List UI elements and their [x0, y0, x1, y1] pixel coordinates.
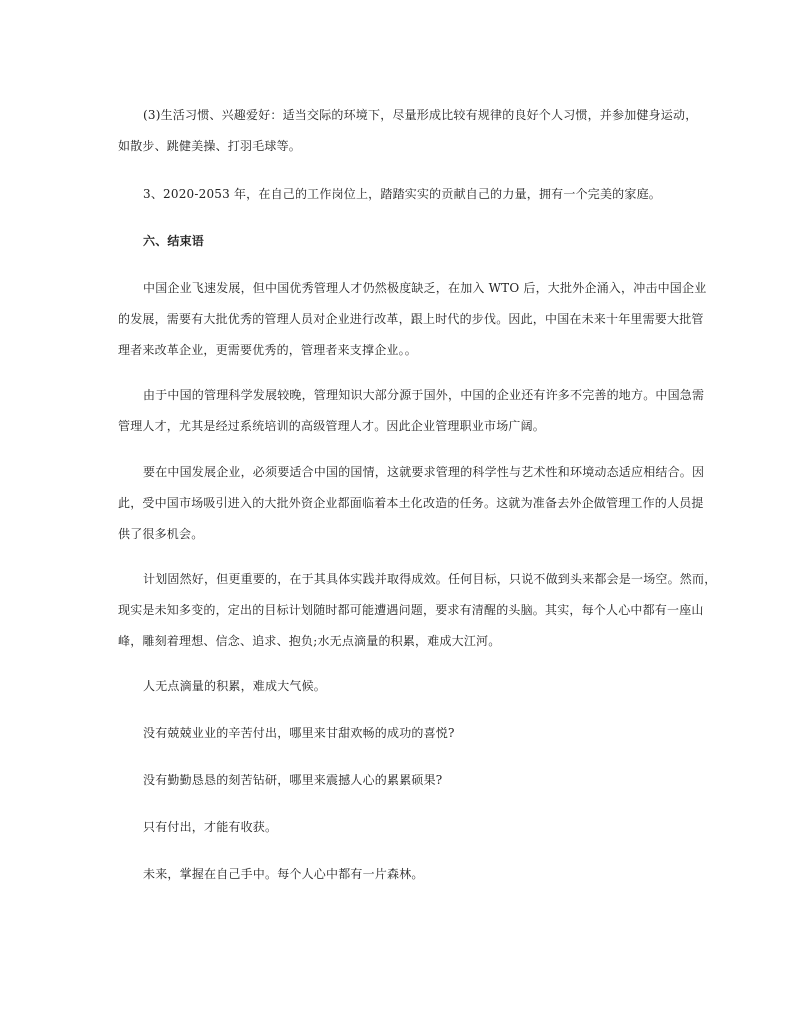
- text-line: 没有勤勤恳恳的刻苦钻研，哪里来震撼人心的累累硕果?: [143, 773, 443, 787]
- quote-line-5: [118, 859, 696, 890]
- conclusion-paragraph-4: [118, 564, 717, 657]
- text-line: 只有付出，才能有收获。: [143, 820, 278, 834]
- heading-text: 六、结束语: [143, 234, 205, 248]
- habits-paragraph: [118, 100, 696, 162]
- text-line: 计划固然好，但更重要的，在于其具体实践并取得成效。任何目标，只说不做到头来都会是一场空。然而，: [143, 572, 717, 586]
- text-line: 未来，掌握在自己手中。每个人心中都有一片森林。: [143, 867, 424, 881]
- text-line: 3、2020-2053 年，在自己的工作岗位上，踏踏实实的贡献自己的力量，拥有一个完美的家庭。: [143, 187, 661, 201]
- text-line: 现实是未知多变的，定出的目标计划随时都可能遭遇问题，要求有清醒的头脑。其实，每个人心中都有一座山: [118, 603, 704, 617]
- text-line: 供了很多机会。: [118, 527, 204, 541]
- text-line: 的发展，需要有大批优秀的管理人员对企业进行改革，跟上时代的步伐。因此，中国在未来十年里需要大批管: [118, 312, 704, 326]
- quote-line-3: [118, 765, 696, 796]
- quote-line-1: [118, 671, 696, 702]
- text-line: 由于中国的管理科学发展较晚，管理知识大部分源于国外，中国的企业还有许多不完善的地方。中国急需: [143, 388, 705, 402]
- text-line: 人无点滴量的积累，难成大气候。: [143, 679, 327, 693]
- conclusion-paragraph-2: [118, 380, 705, 442]
- text-line: 如散步、跳健美操、打羽毛球等。: [118, 139, 302, 153]
- quote-line-4: [118, 812, 696, 843]
- conclusion-paragraph-1: [118, 273, 707, 366]
- goal-3-paragraph: [118, 179, 696, 210]
- section-heading: [118, 226, 696, 257]
- conclusion-paragraph-3: [118, 457, 705, 550]
- text-line: 理者来改革企业，更需要优秀的，管理者来支撑企业。。: [118, 343, 418, 357]
- text-line: 没有兢兢业业的辛苦付出，哪里来甘甜欢畅的成功的喜悦?: [143, 726, 455, 740]
- text-line: 中国企业飞速发展，但中国优秀管理人才仍然极度缺乏，在加入 WTO 后，大批外企涌入，冲击中国企业: [143, 281, 707, 295]
- text-line: 此，受中国市场吸引进入的大批外资企业都面临着本土化改造的任务。这就为准备去外企做管理工作的人员提: [118, 496, 704, 510]
- text-line: (3)生活习惯、兴趣爱好：适当交际的环境下，尽量形成比较有规律的良好个人习惯，并参加健身运动，: [143, 108, 698, 122]
- text-line: 要在中国发展企业，必须要适合中国的国情，这就要求管理的科学性与艺术性和环境动态适应相结合。因: [143, 465, 705, 479]
- text-line: 管理人才，尤其是经过系统培训的高级管理人才。因此企业管理职业市场广阔。: [118, 419, 546, 433]
- text-line: 峰，雕刻着理想、信念、追求、抱负;水无点滴量的积累，难成大江河。: [118, 634, 501, 648]
- quote-line-2: [118, 718, 696, 749]
